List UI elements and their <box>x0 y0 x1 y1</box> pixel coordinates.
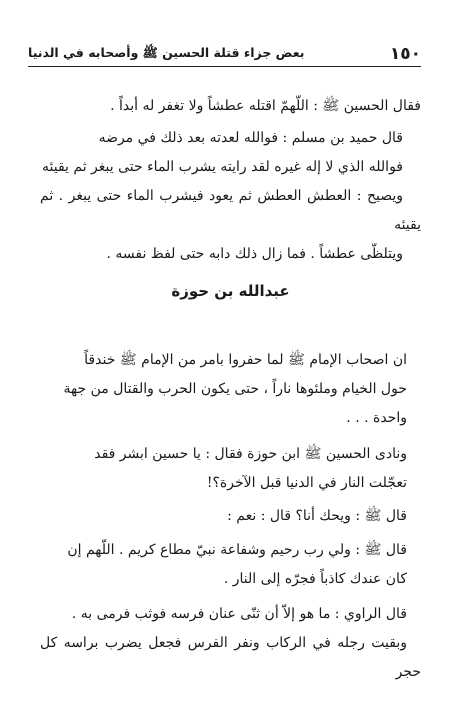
page-header <box>28 34 421 67</box>
paragraph-1 <box>40 92 421 121</box>
paragraph-7 <box>40 600 421 687</box>
paragraph-line: تعجّلت النار في الدنيا قبل الآخرة؟! <box>206 475 407 491</box>
paragraph-line: ونادى الحسين ﷺ ابن حوزة فقال : يا حسين ابشر فقد <box>94 446 407 462</box>
paragraph-6 <box>40 536 421 594</box>
paragraph-line: ان اصحاب الإمام ﷺ لما حفروا بامر من الإمام ﷺ خندقاً <box>84 352 407 368</box>
paragraph-line: قال ﷺ : ولي رب رحيم وشفاعة نبيّ مطاع كريم . اللّهم إن <box>67 542 407 558</box>
section-heading: عبدالله بن حوزة <box>171 282 290 300</box>
paragraph-line: وبقيت رجله في الركاب ونفر الفرس فجعل يضرب براسه كل حجر <box>40 635 421 680</box>
paragraph-line: كان عندك كاذباً فجرّه إلى النار . <box>223 571 407 587</box>
paragraph-2 <box>40 124 421 269</box>
paragraph-line: قال حميد بن مسلم : فوالله لعدته بعد ذلك في مرضه <box>98 130 403 146</box>
paragraph-line: فوالله الذي لا إله غيره لقد رايته يشرب الماء حتى يبغر ثم يقيئه <box>42 159 403 175</box>
paragraph-line: واحدة . . . <box>346 410 407 426</box>
paragraph-3 <box>40 346 421 433</box>
paragraph-4 <box>40 440 421 498</box>
running-title: بعض جزاء قتلة الحسين ﷺ وأصحابه في الدنيا <box>28 45 305 60</box>
page-number: ١٥٠ <box>389 44 421 64</box>
paragraph-line: حول الخيام وملئوها ناراً ، حتى يكون الحرب والقتال من جهة <box>63 381 407 397</box>
paragraph-line: ويتلظّى عطشاً . فما زال ذلك دابه حتى لفظ نفسه . <box>106 246 403 262</box>
paragraph-line: قال ﷺ : ويحك أنا؟ قال : نعم : <box>227 508 407 524</box>
paragraph-line: فقال الحسين ﷺ : اللّهمّ اقتله عطشاً ولا تغفر له أبداً . <box>110 98 421 114</box>
paragraph-5 <box>40 502 421 531</box>
paragraph-line: ويصيح : العطش العطش ثم يعود فيشرب الماء حتى يبغر . ثم يقيئه <box>40 188 421 233</box>
paragraph-line: قال الراوي : ما هو إلاّ أن ثنّى عنان فرسه فوثب فرمى به . <box>71 606 407 622</box>
